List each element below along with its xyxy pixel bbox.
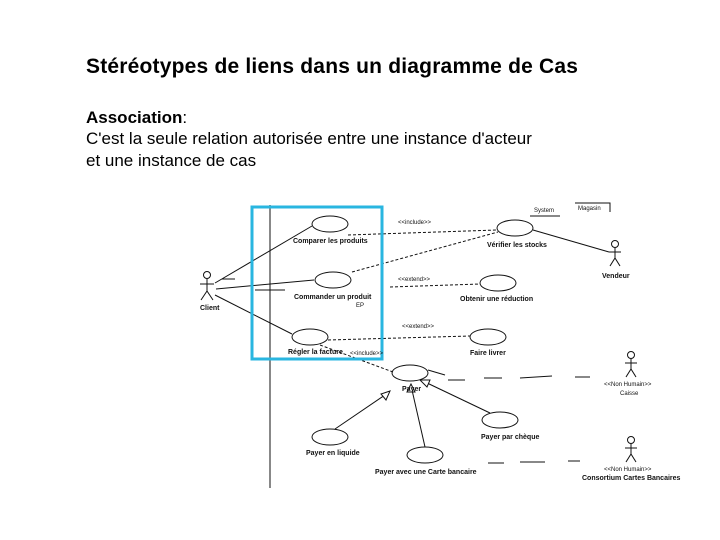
actor-caisse-label: Caisse (620, 391, 639, 397)
usecase-cheque-ellipse (482, 412, 518, 428)
actor-consortium-label: Consortium Cartes Bancaires (582, 475, 681, 482)
magasin-label: Magasin (578, 206, 601, 212)
usecase-livrer-ellipse (470, 329, 506, 345)
usecase-commander-ellipse (315, 272, 351, 288)
actor-vendeur-label: Vendeur (602, 273, 630, 280)
usecase-verifier-label: Vérifier les stocks (487, 242, 547, 249)
association-term: Association (86, 108, 183, 127)
usecase-comparer-label: Comparer les produits (293, 238, 368, 245)
assoc-carte-consortium (488, 461, 580, 463)
usecase-carte-label: Payer avec une Carte bancaire (375, 469, 477, 476)
actor-consortium (625, 437, 637, 463)
stereotype-extend-2: <<extend>> (402, 324, 435, 330)
usecase-liquide-label: Payer en liquide (306, 450, 360, 457)
usecase-payer-ellipse (392, 365, 428, 381)
actor-caisse-stereotype: <<Non Humain>> (604, 382, 652, 388)
usecase-cheque-label: Payer par chèque (481, 434, 540, 441)
assoc-payer-caisse (428, 370, 590, 380)
assoc-client-comparer (215, 226, 312, 283)
usecase-livrer-label: Faire livrer (470, 350, 506, 357)
gen-carte-payer (412, 390, 425, 447)
gen-liquide-payer (335, 395, 385, 429)
heading-colon: : (182, 108, 188, 127)
assoc-client-commander (216, 280, 314, 289)
gen-cheque-payer (425, 382, 490, 413)
actor-consortium-stereotype: <<Non Humain>> (604, 467, 652, 473)
usecase-regler-ellipse (292, 329, 328, 345)
system-label: System (534, 208, 555, 214)
actor-client (200, 272, 214, 301)
usecase-commander-label: Commander un produit (294, 294, 372, 301)
slide-title: Stéréotypes de liens dans un diagramme de Cas (86, 55, 579, 78)
actor-vendeur (609, 241, 621, 267)
gen-arrow-cheque (420, 380, 430, 387)
actor-caisse (625, 352, 637, 378)
actor-client-label: Client (200, 305, 220, 312)
usecase-reduction-label: Obtenir une réduction (460, 296, 534, 303)
definition-line-1: C'est la seule relation autorisée entre une instance d'acteur (86, 129, 532, 148)
usecase-liquide-ellipse (312, 429, 348, 445)
usecase-comparer-ellipse (312, 216, 348, 232)
definition-line-2: et une instance de cas (86, 151, 257, 170)
stereotype-include-2: <<include>> (350, 351, 384, 357)
gen-arrow-liquide (381, 391, 390, 400)
usecase-carte-ellipse (407, 447, 443, 463)
usecase-reduction-ellipse (480, 275, 516, 291)
usecase-verifier-ellipse (497, 220, 533, 236)
ep-mark: EP (356, 303, 365, 309)
usecase-regler-label: Régler la facture (288, 349, 343, 356)
stereotype-extend-1: <<extend>> (398, 277, 431, 283)
usecase-payer-label: Payer (402, 386, 422, 393)
stereotype-include-1: <<include>> (398, 220, 432, 226)
